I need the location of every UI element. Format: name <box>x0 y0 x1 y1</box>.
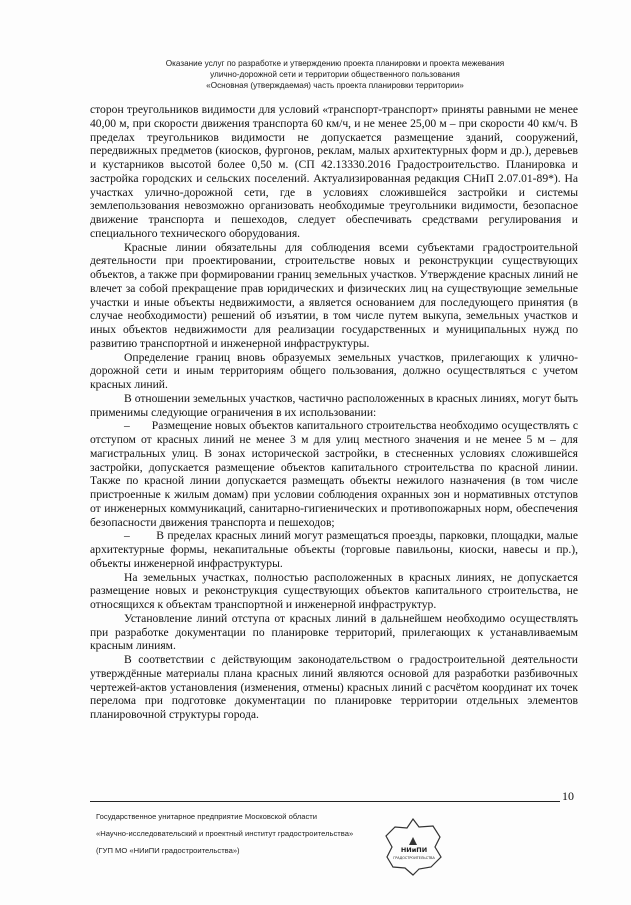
body-text <box>90 103 578 722</box>
paragraph-partial-plots-intro: В отношении земельных участков, частично расположенных в красных линиях, могут быть применимы следующие ограничения в их использовании: <box>90 391 578 419</box>
running-header-line-3: «Основная (утверждаемая) часть проекта планировки территории» <box>206 81 464 90</box>
logo-text-bottom: ГРАДОСТРОИТЕЛЬСТВА <box>393 856 435 860</box>
footer-divider <box>90 801 560 802</box>
running-header-line-2: улично-дорожной сети и территории общественного пользования <box>210 70 460 79</box>
footer-org-line-1: Государственное унитарное предприятие Московской области <box>96 812 318 821</box>
footer-org-line-2: «Научно-исследовательский и проектный институт градостроительства» <box>96 829 354 838</box>
running-header-line-1: Оказание услуг по разработке и утверждению проекта планировки и проекта межевания <box>165 59 505 68</box>
paragraph-red-lines-mandatory: Красные линии обязательны для соблюдения всеми субъектами градостроительной деятельности при проектировании, строительстве новых и реконструкции существующих объектов, а также при формировании границ земельных участков. Утверждение красных линий не влечет за собой прекращение прав юридических и физических лиц на существующие земельные участки и иные объекты недвижимости, а является основанием для последующего принятия (в случае необходимости) решений об изъятии, в том числе путем выкупа, земельных участков и иных объектов недвижимости для реализации государственных и муниципальных нужд по развитию транспортной и инженерной инфраструктуры. <box>90 240 578 350</box>
paragraph-visibility-triangles: сторон треугольников видимости для условий «транспорт-транспорт» приняты равными не менее 40,00 м, при скорости движения транспорта 60 км/ч, и не менее 25,00 м – при скорости 40 км/ч. В пределах треугольников видимости не допускается размещение зданий, сооружений, передвижных предметов (киосков, фургонов, реклам, малых архитектурных форм и др.), деревьев и кустарников высотой более 0,50 м. (СП 42.13330.2016 Градостроительство. Планировка и застройка городских и сельских поселений. Актуализированная редакция СНиП 2.07.01-89*). На участках улично-дорожной сети, где в условиях сложившейся застройки и системы землепользования невозможно организовать необходимые треугольники видимости, безопасное движение транспорта и пешеходов, следует обеспечивать средствами регулирования и специального технического оборудования. <box>90 103 578 240</box>
footer-org-line-3: (ГУП МО «НИиПИ градостроительства») <box>96 846 240 855</box>
paragraph-land-plot-boundaries: Определение границ вновь образуемых земельных участков, прилегающих к улично-дорожной сети и иным территориям общего пользования, должно осуществляться с учетом красных линий. <box>90 350 578 391</box>
list-item-setback-placement: – Размещение новых объектов капитального строительства необходимо осуществлять с отступом от красных линий не менее 3 м для улиц местного значения и не менее 5 м – для магистральных улиц. В зонах исторической застройки, в стесненных условиях сложившейся застройки, допускается размещение объектов капитального строительства по красной линии. Также по красной линии допускается размещать объекты нежилого назначения (в том числе пристроенные к жилым домам) при условии соблюдения охранных зон и нормативных отступов от инженерных коммуникаций, санитарно-гигиенических и противопожарных норм, обеспечения безопасности движения транспорта и пешеходов; <box>90 419 578 529</box>
paragraph-legislation: В соответствии с действующим законодательством о градостроительной деятельности утверждённые материалы плана красных линий являются основой для разработки разбивочных чертежей-актов установления (изменения, отмены) красных линий с расчётом координат их точек перелома при подготовке документации по планировке территории отдельных элементов планировочной структуры города. <box>90 653 578 721</box>
page-number: 10 <box>562 789 574 803</box>
list-item-allowed-within-red-lines: – В пределах красных линий могут размещаться проезды, парковки, площадки, малые архитектурные формы, некапитальные объекты (торговые павильоны, киоски, навесы и пр.), объекты инженерной инфраструктуры. <box>90 529 578 570</box>
logo-text-top: НИиПИ <box>400 846 428 854</box>
paragraph-setback-lines: Установление линий отступа от красных линий в дальнейшем необходимо осуществлять при разработке документации по планировке территорий, прилегающих к устанавливаемым красным линиям. <box>90 611 578 653</box>
paragraph-full-plots-restriction: На земельных участках, полностью расположенных в красных линиях, не допускается размещение новых и реконструкция существующих объектов капитального строительства, не относящихся к объектам транспортной и инженерной инфраструктур. <box>90 570 578 611</box>
institute-logo <box>383 817 445 877</box>
